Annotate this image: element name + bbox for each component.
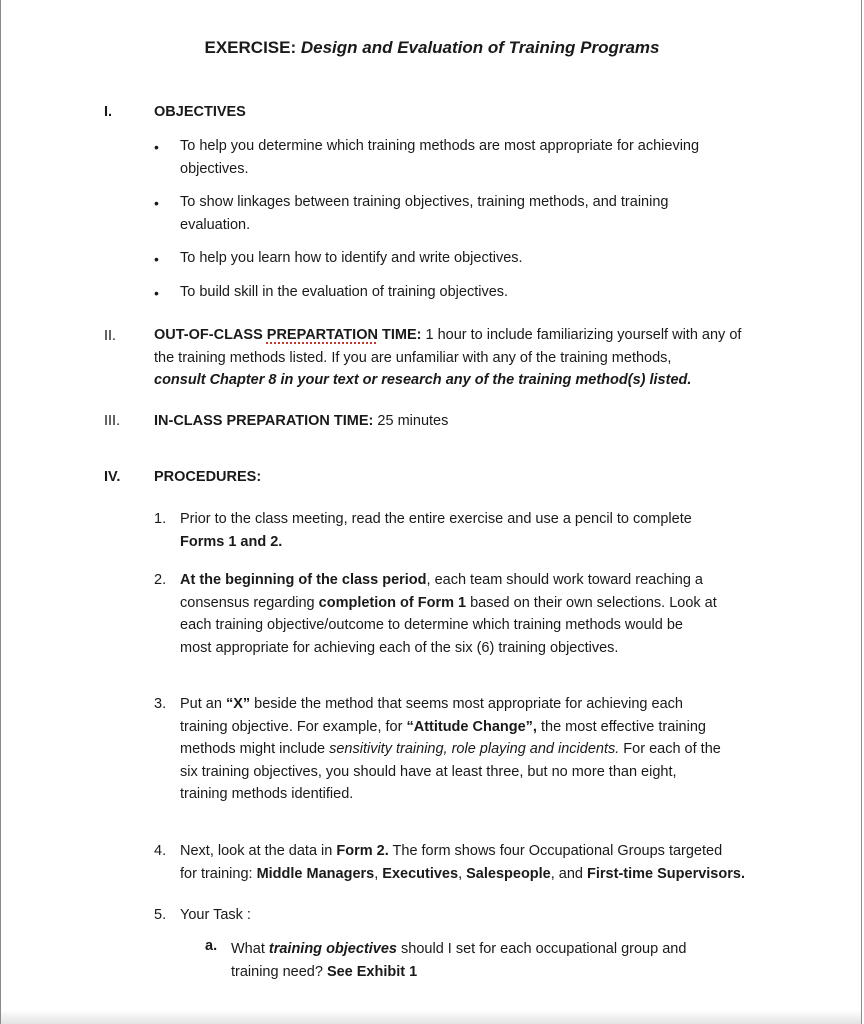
- procedure-item-3: Put an “X” beside the method that seems most appropriate for achieving each training objective. For example, for “Attitude Change”, the most effective training methods might include sensitivity training, role playing and incidents. For each of the six training objectives, you should have at least three, but no more than eight, training methods identified.: [180, 696, 721, 802]
- section-heading-objectives: OBJECTIVES: [154, 104, 246, 120]
- bullet-icon: •: [154, 195, 159, 211]
- section-in-class-preparation: IN-CLASS PREPARATION TIME: 25 minutes: [154, 413, 449, 429]
- title-prefix: EXERCISE:: [204, 38, 301, 57]
- procedure-number-4: 4.: [154, 843, 167, 859]
- objective-bullet-2: To show linkages between training objectives, training methods, and training evaluation.: [180, 194, 669, 233]
- procedure-number-5: 5.: [154, 907, 167, 923]
- page-bottom-shadow: [1, 1010, 861, 1024]
- objective-bullet-4: To build skill in the evaluation of training objectives.: [180, 284, 509, 300]
- procedure-item-5: Your Task :: [180, 907, 251, 923]
- section-out-of-class-preparation: OUT-OF-CLASS PREPARTATION TIME: 1 hour to include familiarizing yourself with any of the training methods listed. If you are unfamiliar with any of the training methods, consult Chapter 8 in your text or research any of the training method(s) listed.: [154, 327, 742, 388]
- sub-item-letter-a: a.: [205, 938, 218, 954]
- page-title: [1, 38, 863, 58]
- section-numeral-1: I.: [104, 104, 113, 120]
- sub-item-a: What training objectives should I set for each occupational group and training need? See Exhibit 1: [231, 941, 687, 980]
- section-numeral-3: III.: [104, 413, 121, 429]
- objective-bullet-3: To help you learn how to identify and write objectives.: [180, 250, 523, 266]
- objective-bullet-1: To help you determine which training methods are most appropriate for achieving objectives.: [180, 138, 700, 177]
- procedure-item-1: Prior to the class meeting, read the entire exercise and use a pencil to complete Forms 1 and 2.: [180, 511, 692, 550]
- procedure-number-1: 1.: [154, 511, 167, 527]
- bullet-icon: •: [154, 251, 159, 267]
- title-main: Design and Evaluation of Training Programs: [300, 38, 660, 57]
- section-numeral-2: II.: [104, 328, 117, 344]
- section-heading-procedures: PROCEDURES:: [154, 469, 262, 485]
- bullet-icon: •: [154, 139, 159, 155]
- bullet-icon: •: [154, 285, 159, 301]
- spelling-error-underline: PREPARTATION: [266, 327, 378, 343]
- procedure-item-2: At the beginning of the class period, each team should work toward reaching a consensus regarding completion of Form 1 based on their own selections. Look at each training objective/outcome to determine which training methods would be most appropriate for achieving each of the six (6) training objectives.: [180, 572, 717, 656]
- procedure-number-3: 3.: [154, 696, 167, 712]
- procedure-number-2: 2.: [154, 572, 167, 588]
- section-numeral-4: IV.: [104, 469, 121, 485]
- procedure-item-4: Next, look at the data in Form 2. The form shows four Occupational Groups targeted for training: Middle Managers, Executives, Salespeople, and First-time Supervisors.: [180, 843, 745, 882]
